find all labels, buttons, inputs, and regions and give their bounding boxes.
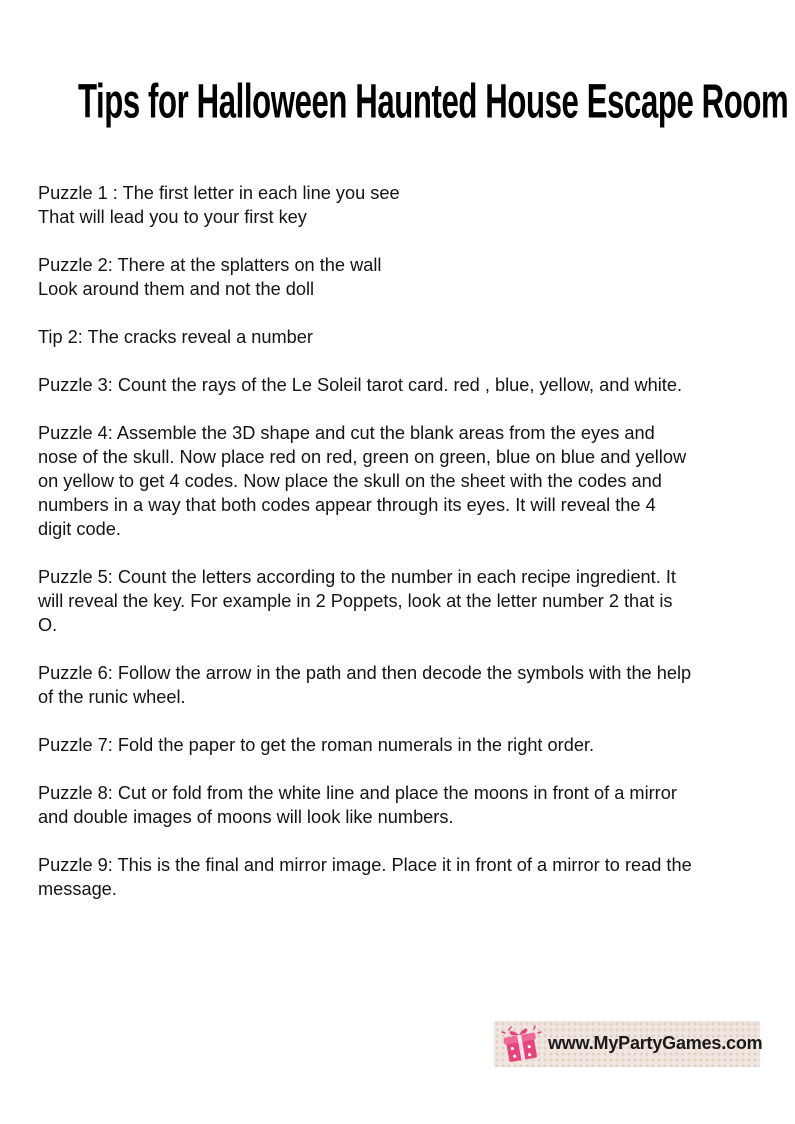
tip-puzzle-6: Puzzle 6: Follow the arrow in the path and then decode the symbols with the help of the runic wheel.: [38, 663, 692, 707]
tip-puzzle-9: Puzzle 9: This is the final and mirror image. Place it in front of a mirror to read the message.: [38, 855, 692, 899]
tip-puzzle-8: Puzzle 8: Cut or fold from the white line and place the moons in front of a mirror and double images of moons will look like numbers.: [38, 783, 677, 827]
tip-puzzle-7: Puzzle 7: Fold the paper to get the roman numerals in the right order.: [38, 735, 595, 755]
gift-icon: [500, 1024, 542, 1064]
tips-list: [38, 181, 763, 925]
tip-puzzle-1: Puzzle 1 : The first letter in each line you see That will lead you to your first key: [38, 183, 400, 227]
tip-puzzle-2: Puzzle 2: There at the splatters on the wall Look around them and not the doll: [38, 255, 382, 299]
page-title: [0, 75, 795, 130]
brand-url[interactable]: www.MyPartyGames.com: [548, 1033, 763, 1053]
tip-puzzle-4: Puzzle 4: Assemble the 3D shape and cut the blank areas from the eyes and nose of the skull. Now place red on red, green on green, blue on blue and yellow on yellow to get 4 codes. Now place the skull on the sheet with the codes and numbers in a way that both codes appear through its eyes. It will reveal the 4 digit code.: [38, 423, 687, 539]
page-title-text: Tips for Halloween Haunted House Escape Room: [77, 75, 789, 130]
brand-badge[interactable]: [494, 1021, 763, 1067]
tip-puzzle-3: Puzzle 3: Count the rays of the Le Soleil tarot card. red , blue, yellow, and white.: [38, 375, 682, 395]
tip-puzzle-5: Puzzle 5: Count the letters according to the number in each recipe ingredient. It will reveal the key. For example in 2 Poppets, look at the letter number 2 that is O.: [38, 567, 676, 635]
tip-2: Tip 2: The cracks reveal a number: [38, 327, 313, 347]
